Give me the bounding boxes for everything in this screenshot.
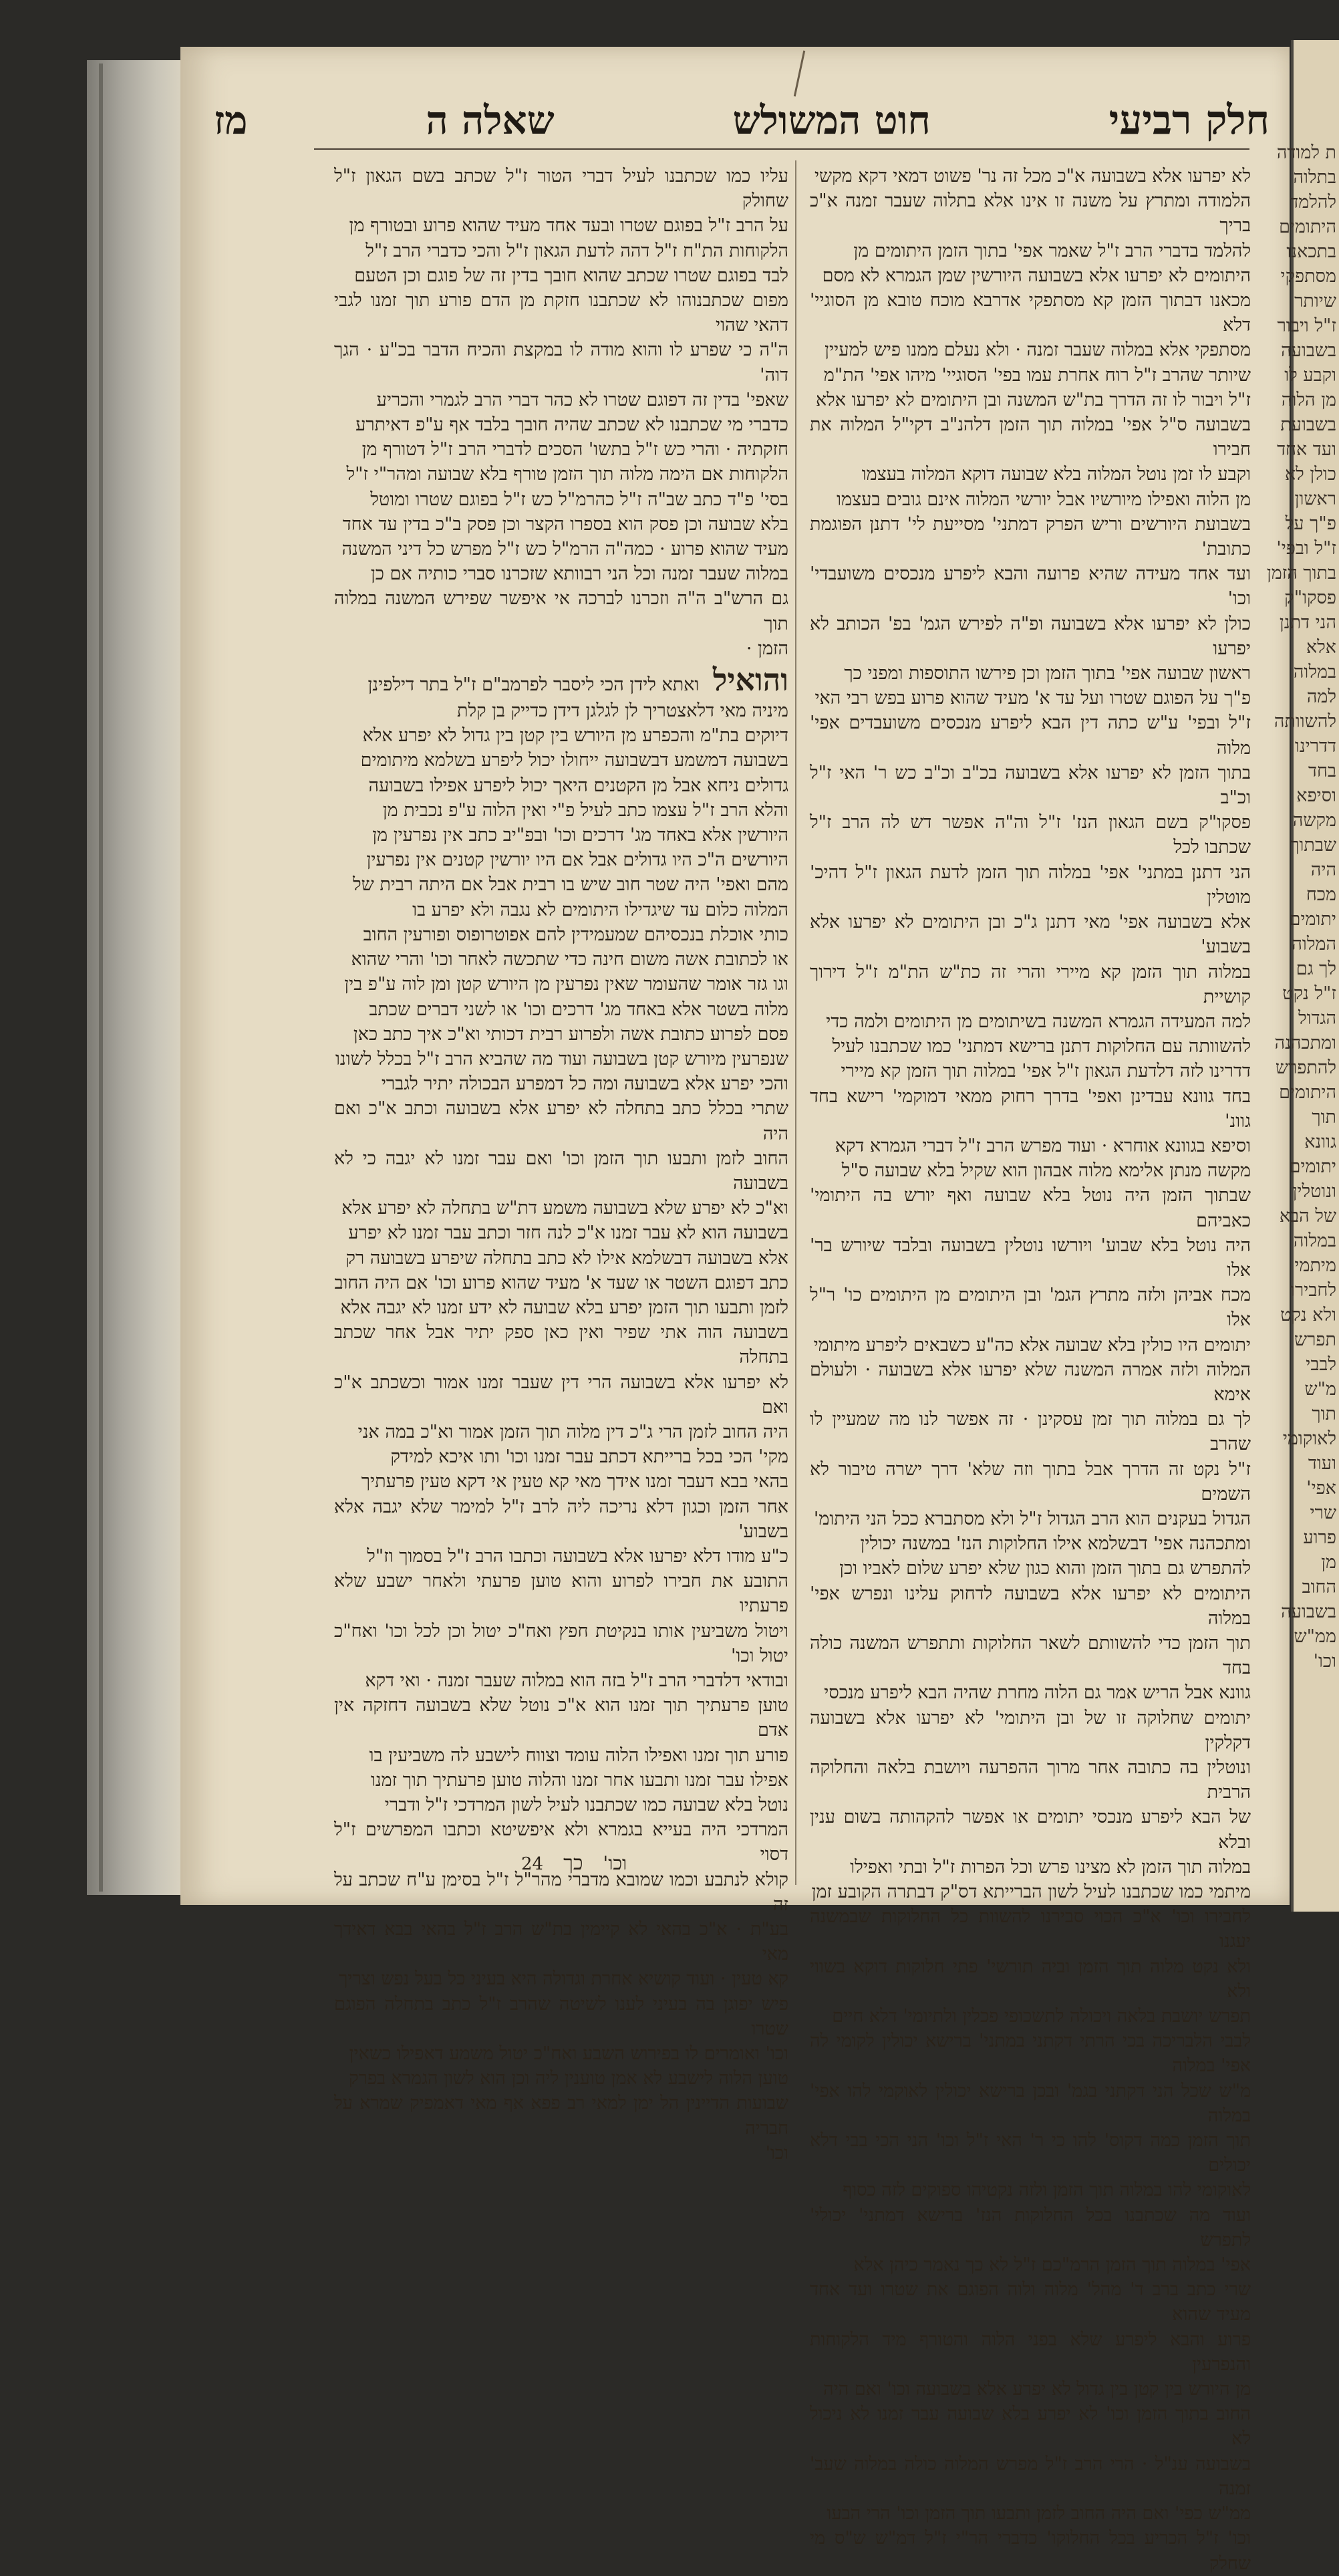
text-line: בשבועה הוא לא עבר זמנו א"כ לנה חזר וכתב עבר זמנו לא יפרע: [348, 1222, 788, 1244]
text-line: שיותר שהרב ז"ל רוח אחרת עמו בפי' הסוגיי' מיהו אפי' הת"מ: [823, 364, 1251, 386]
facing-page-line: מן הלוה: [1281, 390, 1336, 410]
text-line: מ"ש שכל הני דקתני בגמ' ובכן ברישא יכולין לאוקמי להו אפי' במלוה: [810, 2080, 1251, 2126]
facing-page-line: היה: [1310, 860, 1336, 880]
facing-page-line: בתוך הזמן: [1266, 563, 1336, 584]
page-footer: [521, 1851, 762, 1878]
text-line: פ"ך על הפוגם שטרו ועל עד א' מעיד שהוא פרוע בפש רבי האי: [814, 688, 1251, 709]
text-line: ועד אחד מעידה שהיא פרועה והבא ליפרע מנכסים משועבדי' וכו': [810, 563, 1251, 610]
facing-page-line: מקשה: [1292, 810, 1336, 831]
text-line: היה נוטל בלא שבוע' ויורשו נוטלין בשבועה ובלבד שיורש בר' אלו: [810, 1235, 1251, 1281]
spine-binding-strip: [99, 63, 103, 1892]
facing-page-line: יתומים: [1289, 1156, 1336, 1177]
facing-page-line: ועוד: [1308, 1453, 1336, 1474]
text-line: ז"ל ויבור לו זה הדרך בת"ש המשנה ובן היתומים לא יפרעו אלא: [815, 389, 1251, 410]
text-line: וא"כ לא יפרע שלא בשבועה משמע דת"ש בתחלה לא יפרע אלא: [341, 1198, 788, 1219]
facing-page-line: במלוה: [1293, 1231, 1336, 1251]
facing-page-line: מ"ש: [1304, 1379, 1336, 1400]
facing-page-line: החוב: [1302, 1577, 1336, 1597]
facing-page-line: ועד אחד: [1277, 439, 1336, 460]
facing-page-line: תפרש: [1294, 1329, 1336, 1350]
text-line: מפום שכתבנוהו לא שכתבנו חזקת מן הדם פורע תוך זמנו לגבי דהאי שהוי: [334, 290, 788, 336]
text-line: ה"ה כי שפרע לו והוא מודה לו במקצת והכיח הדבר בכ"ע · הגך דוה': [334, 340, 788, 386]
facing-page-line: לבבי: [1306, 1354, 1336, 1375]
text-line: מן היורש בין קטן בין גדול לא יפרע אלא בשבועה וכו' ואם היה: [823, 2379, 1251, 2400]
catchword: וכו': [603, 1852, 627, 1874]
text-line: ובודאי דלדברי הרב ז"ל בזה הוא במלוה שעבר זמנה · ואי דקא: [365, 1670, 788, 1691]
facing-page-line: המלוה: [1292, 934, 1336, 954]
text-line: קולא לנתבע וכמו שמובא מדברי מהר"ל ז"ל בסימן ע"ח שכתב על זה: [334, 1869, 788, 1915]
text-line: הלקוחות אם הימה מלוה תוך הזמן טורף בלא שבועה ומהר"י ז"ל: [346, 464, 788, 485]
text-line: כולן לא יפרעו אלא בשבועה ופ"ה לפירש הגמ' בפ' הכותב לא יפרעו: [810, 613, 1251, 659]
section-heading-rest: ואתא לידן הכי ליסבר לפרמב"ם ז"ל בתר דילפינן: [367, 674, 700, 696]
text-line: אפילו עבר זמנו ותבעו אחר זמנו והלוה טוען פרעתיך תוך זמנו: [370, 1769, 788, 1791]
text-line: בתוך הזמן לא יפרעו אלא בשבועה בכ"ב וכ"ב כש ר' האי ז"ל וכ"ב: [810, 762, 1251, 809]
text-line: פסקו"ק בשם הגאון הנז' ז"ל וה"ה אפשר דש לה הרב ז"ל שכתבו לכל: [810, 812, 1251, 858]
text-line: יתומים שחלוקה זו של ובן היתומי' לא יפרעו אלא בשבועה דקלקין: [810, 1707, 1251, 1753]
facing-page-line: פסקו"ק: [1284, 588, 1336, 608]
text-line: שאפי' בדין זה דפוגם שטרו לא כהר דברי הרב לגמרי והכריע: [376, 389, 788, 410]
facing-page-line: תוך: [1312, 1404, 1336, 1424]
text-line: כ"ע מודו דלא יפרעו אלא בשבועה וכתבו הרב ז"ל בסמוך וז"ל: [367, 1545, 788, 1567]
text-line: מן הלוה ואפילו מיורשיו אבל יורשי המלוה אינם גובים בעצמו: [837, 489, 1251, 510]
text-line: שתרי בכלל כתב בתחלה לא יפרע אלא בשבועה וכתב א"כ ואם היה: [334, 1098, 788, 1144]
header-book-title: חוט המשולש: [732, 98, 931, 143]
text-line: ועוד מה שכתבנו בכל החלוקות הנז' ברישא דמתני' יכולי' לתפרש: [810, 2204, 1251, 2250]
text-line: טוען פרעתיך תוך זמנו הוא א"כ נוטל שלא בשבועה דחזקה אין אדם: [334, 1695, 788, 1741]
text-line: להתפרש גם בתוך הזמן והוא כגון שלא יפרע שלום לאביו וכן: [839, 1558, 1251, 1579]
text-line: לבבי הלבריכה בכי הרתי דקתני במתני' ברישא יכולין לקומי לה אפי' במלוה: [810, 2031, 1251, 2077]
text-line: ומתכהנה אפי' דבשלמא אילו החלוקות הנז' במשנה יכולין: [860, 1533, 1251, 1555]
text-line: אחר הזמן וכגון דלא נריכה ליה לרב ז"ל למימר שלא יגבה אלא בשבוע': [334, 1496, 788, 1542]
text-line: דדרינו לזה דלדעת הגאון ז"ל אפי' במלוה תוך הזמן קא מיירי: [841, 1061, 1251, 1082]
text-line: וקבע לו זמן נוטל המלוה בלא שבועה דוקא המלוה בעצמו: [861, 464, 1251, 485]
text-line: הזמן ·: [746, 638, 788, 659]
text-line: מיניה מאי דלאצטריך לן לגלגן דידן כדייק בן קלת: [457, 700, 788, 722]
facing-page-edge: [1266, 40, 1339, 1912]
facing-page-line: ז"ל נקט: [1282, 983, 1336, 1004]
text-line: וסיפא בגוונא אוחרא · ועוד מפרש הרב ז"ל דברי הגמרא דקא: [835, 1135, 1251, 1156]
text-line: בלא שבועה וכן פסק הוא בספרו הקצר וכן פסק ב"כ בדין עד אחד: [342, 513, 788, 535]
facing-page-line: ומתכהנה: [1274, 1033, 1336, 1053]
text-line: מקשה מנתן אלימא מלוה אבהון הוא שקיל בלא שבועה ס"ל: [841, 1160, 1251, 1182]
facing-page-line: מיתמי: [1294, 1255, 1336, 1276]
text-line: לחבירו וכו' א"כ הכוי סבירנו להשוות כל החלוקות שבמשנה יעגנו: [810, 1906, 1251, 1952]
facing-page-line: גוונא: [1304, 1132, 1336, 1152]
text-line: מעיד שהוא פרוע · כמה"ה הרמ"ל כש ז"ל מפרש כל דיני המשנה: [341, 539, 788, 560]
facing-page-line: בשבועה: [1281, 1601, 1336, 1622]
facing-page-line: של הבא: [1279, 1206, 1336, 1227]
facing-page-line: וכו': [1313, 1651, 1336, 1672]
facing-page-line: במלוה: [1293, 662, 1336, 682]
facing-page-line: ונוטלין: [1292, 1181, 1336, 1202]
text-line: מכאנו דבתוך הזמן קא מסתפקי אדרבא מוכח טובא מן הסוגיי' דלא: [810, 290, 1251, 336]
facing-page-line: דדרינו: [1294, 736, 1336, 757]
text-line: וכו': [765, 2142, 788, 2164]
text-line: וגו גזר אומר שהעומר שאין נפרעין מן היורש קטן ומן לוה ע"פ בין: [344, 974, 788, 995]
facing-page-line: תוך: [1312, 1107, 1336, 1128]
facing-page-line: לך גם: [1296, 958, 1336, 979]
facing-page-line: שבתוך: [1290, 835, 1336, 856]
text-line: היה החוב לזמן הרי ג"כ דין מלוה תוך הזמן אמור וא"כ במה אני: [357, 1421, 788, 1442]
text-line: של הבא ליפרע מנכסי יתומים או אפשר להקהותה בשום ענין ובלא: [810, 1807, 1251, 1853]
text-line: לבד בפוגם שטרו שכתב שהוא חובך בדין זה של פוגם וכן הטעם: [354, 265, 788, 286]
text-line: אלא בשבועה דבשלמא אילו לא כתב בתחלה שיפרע בשבועה רק: [345, 1247, 788, 1269]
text-line: אלא בשבועה אפי' מאי דתנן ג"כ ובן היתומים לא יפרעו אלא בשבוע': [810, 912, 1251, 958]
text-line: טוען הלוה לישבע לא אמן טוענין ליה וכן הוא לשון הגמרא בפרק: [349, 2068, 788, 2089]
text-line: מלוה בשטר אלא באחד מג' דרכים וכו' או לשני דברים שכתב: [369, 999, 788, 1020]
text-line: בשבועה הוה אתי שפיר ואין כאן ספק יתיר אבל אחר שכתב בתחלה: [334, 1322, 788, 1368]
facing-page-line: הגדול: [1298, 1008, 1336, 1029]
facing-page-line: יתומים: [1289, 909, 1336, 930]
text-line: להשוותה עם החלוקות דתנן ברישא דמתני' כמו שכתבנו לעיל: [832, 1036, 1251, 1057]
left-column-body-text: [334, 698, 788, 2166]
text-line: לא יפרעו אלא בשבועה הרי דין שעבר זמנו אמור וכשכתב א"כ ואם: [334, 1372, 788, 1418]
facing-page-line: להתפרש: [1275, 1057, 1336, 1078]
facing-page-line: הני דתנן: [1279, 612, 1336, 633]
text-line: עליו כמו שכתבנו לעיל דברי הטור ז"ל שכתב בשם הגאון ז"ל שחולק: [334, 166, 788, 212]
facing-page-line: שיותר: [1294, 291, 1336, 311]
text-line: בשבועת היורשים וריש הפרק דמתני' מסייעת לי' דתנן הפוגמת כתובת': [810, 513, 1251, 560]
text-line: מהם ואפי' היה שטר חוב שיש בו רבית אבל אם היתה רבית של: [353, 874, 788, 896]
text-line: תפרש יושבת בלאה ויכולה לתשכופי פכלין ולתיומי' דלא חיים: [832, 2006, 1251, 2027]
text-line: וכו' ואומרים לו בפירוש השבע ואח"כ יטול משמע דאפילו כשאין: [349, 2043, 788, 2065]
text-line: כתב דפוגם השטר או שעד א' מעיד שהוא פרוע וכו' אם היה החוב: [334, 1272, 788, 1293]
facing-page-line: ממ"ש: [1294, 1626, 1336, 1647]
text-line: בשבועה ענ"ל · הרי הרב ז"ל מפרש המלוה כולה במלוה שעב' זמנה: [810, 2453, 1251, 2499]
facing-page-line: בשבועת: [1280, 414, 1336, 435]
text-line: ולא נקט מלוה תוך הזמן וביה תורשי' פתי חלוקות דוקא בשווי ולא: [810, 1956, 1251, 2002]
facing-page-line: וקבע לו: [1284, 365, 1336, 386]
facing-page-line: ז"ל ויבור: [1277, 315, 1336, 336]
text-line: לזמן ותבעו תוך הזמן יפרע בלא שבועה לא ידע זמנו לא יגבה אלא: [340, 1297, 788, 1318]
text-line: מקי' הכי בכל ברייתא דכתב עבר זמנו וכו' ותו איכא למידק: [390, 1446, 788, 1468]
facing-page-line: מכח: [1306, 884, 1336, 905]
page-number: 24: [521, 1854, 544, 1874]
facing-page-line: בשבועה: [1281, 340, 1336, 361]
text-line: שבועות הדיינין הל ימן למאי רב פפא אף מאי דאמפיק שמרא על חבריה: [334, 2093, 788, 2139]
text-line: הלקוחות הת"ח ז"ל דהה לדעת הגאון ז"ל והכי כדברי הרב ז"ל: [365, 240, 788, 261]
text-line: בשבועה דמשמע דבשבועה ייחולו יכול ליפרע בשלמא מיתומים: [360, 750, 788, 771]
header-folio-number: מז: [214, 98, 248, 143]
running-header: [214, 97, 1270, 144]
text-line: ממ"ש כפי' ואם היה החוב לזמן ותבעו תוך הזמן וכו' הרי הבעו: [827, 2503, 1251, 2525]
facing-page-line: היתומים: [1279, 1082, 1336, 1103]
text-line: יתומים היו כולין בלא שבועה אלא כה"ע כשבאים ליפרע מיתומי: [813, 1334, 1251, 1356]
facing-page-line: בתלוה: [1293, 167, 1336, 188]
facing-page-line: מן: [1321, 1552, 1336, 1573]
facing-page-line: ראשון: [1294, 489, 1336, 509]
text-line: כדברי מי שכתבנו לא שכתב שהיה חובך בלבד אף ע"פ דאיתרע: [355, 414, 788, 436]
text-line: שרי כתב ברב ד' מהל' מלוה ולוה הפוגם את שטרו ועד אחד מעיד שהוא: [810, 2279, 1251, 2325]
text-line: היתומים לא יפרעו אלא בשבועה היורשין שמן הגמרא לא מסם: [822, 265, 1251, 286]
facing-page-line: להשוותה: [1274, 711, 1336, 732]
facing-page-line: למה: [1306, 686, 1336, 707]
text-line: הגדול בעקנים הוא הרב הגדול ז"ל ולא מסתברא ככל הני היתומ': [813, 1508, 1251, 1529]
text-line: מיתמי כמו שכתבנו לעיל לשון הברייתא דס"ק דבתרה הקובע זמן: [811, 1882, 1251, 1903]
text-line: היורשין אלא באחד מג' דרכים וכו' ובפ"יב כתב אין נפרעין מן: [372, 825, 788, 846]
text-line: בהאי בבא דעבר זמנו אידך מאי קא טעין אי דקא טעין פרעתיך: [361, 1471, 788, 1493]
facing-page-line: לחבירו: [1290, 1280, 1336, 1301]
text-line: לאוקומי להו במלוה תוך הזמן ולזה נקטיהו ספוקים לזה כסוף: [843, 2180, 1251, 2201]
text-line: או לכתובת אשה משום חינה כדי שתכשה לאחר וכו' והרי שהוא: [351, 949, 788, 971]
facing-page-line: פ"ך על: [1285, 513, 1336, 534]
facing-page-line: פרוע: [1303, 1527, 1336, 1548]
text-line: המלוה כלום עד שיגדילו היתומים לא נגבה ולא יפרע בו: [412, 899, 788, 920]
text-line: פיש יפוגן בה בעיני לענו לשיטה שהרב ז"ל כתב בתחלה הפוגם שטרו: [334, 1993, 788, 2039]
facing-page-line: ז"ל ובפי': [1276, 538, 1336, 559]
text-line: ז"ל ובפי' ע"ש כתה דין הבא ליפרע מנכסים משועבדים אפי' מלוה: [810, 713, 1251, 759]
text-line: החוב בתוך הזמן וכו' לא יפרע בלא שבועה עבר זמנו לא ניכול לא: [810, 2404, 1251, 2450]
facing-page-line: מסתפקי: [1280, 266, 1336, 287]
text-line: ראשון שבועה אפי' בתוך הזמן וכן פירשו התוספות ומפני כך: [844, 663, 1251, 684]
facing-page-line: ולא נקט: [1280, 1305, 1336, 1325]
text-line: פורע תוך זמנו ואפילו הלוה עומד וצווח לישבע לה משביעין בו: [369, 1745, 788, 1766]
column-divider: [795, 160, 796, 1885]
text-line: תוך הזמן כדי להשוותם לשאר החלוקות ותתפרש המשנה כולה בחד: [810, 1632, 1251, 1679]
text-line: וכו' ז"ל הכריע בכל החלוקו' כדברי הר"י ז"ל דמ"ש ש"ס מי שחלק: [810, 2528, 1251, 2574]
text-line: גדולים ניחא אבל מן הקטנים היאך יכול ליפרע אפילו בשבועה: [368, 775, 788, 796]
text-line: היתומים לא יפרעו אלא בשבועה לדחוק עלינו ונפרש אפי' במלוה: [810, 1583, 1251, 1629]
text-line: ונוטלין בה כתובה אחר מרוך ההפרעה ויושבת בלאה והחלוקה הרבית: [810, 1757, 1251, 1803]
text-line: גם הרש"ב ה"ה וזכרנו לברכה אי איפשר שפירש המשנה במלוה תוך: [334, 588, 788, 634]
text-line: על הרב ז"ל בפוגם שטרו ובעד אחד מעיד שהוא פרוע ובטורף מן: [349, 215, 788, 237]
facing-page-text: [1266, 40, 1339, 1674]
text-line: למה המעידה הגמרא המשנה בשיתומים מן היתומים ולמה כדי: [826, 1011, 1251, 1032]
text-line: במלוה תוך הזמן לא מצינו פרש וכל הפרות ז"ל ובתי ואפילו: [850, 1856, 1251, 1878]
text-line: ז"ל נקט זה הדרך אבל בתוך וזה שלא' דרך ישרה טיבור לא השמים: [810, 1458, 1251, 1505]
text-line: הני דתנן במתני' אפי' במלוה תוך הזמן לדעת הגאון ז"ל דהיכ' מוטלין: [810, 862, 1251, 908]
facing-page-line: להלמד: [1290, 192, 1336, 213]
text-line: התובע את חבירו לפרוע והוא טוען פרעתי ולאחר ישבע שלא פרעתיו: [334, 1571, 788, 1617]
facing-page-line: כולן לא: [1284, 464, 1336, 485]
signature-mark: כך: [563, 1851, 583, 1875]
text-line: הלמודה ומתרץ על משנה זו אינו אלא בתלוה שעבר זמנה א"כ בריך: [810, 190, 1251, 237]
text-line: לך גם במלוה תוך זמן עסקינן · זה אפשר לנו מה שמעיין לו שהרב: [810, 1409, 1251, 1455]
text-line: בסי' פ"ד כתב שב"ה ז"ל כהרמ"ל כש ז"ל בפוגם שטרו ומוטל: [370, 489, 788, 510]
text-column-right: [810, 164, 1251, 2576]
facing-page-line: וסיפא: [1296, 785, 1336, 806]
text-line: החוב לזמן ותבעו תוך הזמן וכו' ואם עבר זמנו לא יגבה כי לא בשבועה: [334, 1148, 788, 1194]
text-line: דיוקים בת"מ והכפרע מן היורש בין קטן בין גדול לא יפרע אלא: [362, 725, 788, 747]
facing-page-line: אלא: [1306, 637, 1336, 658]
text-line: תוך הזמן כמה דקוס' להו כי ר' האי ז"ל וכו' הני הכי בבי דלא יכולים: [810, 2130, 1251, 2176]
section-heading-word: והואיל: [712, 662, 788, 698]
facing-page-line: לאוקומי: [1282, 1428, 1336, 1449]
facing-page-line: אפי': [1306, 1478, 1336, 1499]
text-line: המרדכי היה בעייא בגמרא ולא איפשיטא וכתבו המפרשים ז"ל דסוי: [334, 1819, 788, 1865]
facing-page-line: היתומים: [1279, 217, 1336, 237]
text-line: והכי יפרע אלא בשבועה ומה כל דמפרע הבכולה יתיר לגברי: [381, 1073, 788, 1095]
text-line: כותי אוכלת בנכסיהם שמעמידין להם אפוטרופוס ופורעין החוב: [363, 924, 788, 945]
text-line: בע"ת · א"כ בהאי לא קיימין בת"ש הרב ז"ל בהאי בבא דאידך מאי: [334, 1919, 788, 1965]
text-line: לא יפרעו אלא בשבועה א"כ מכל זה נר' פשוט דמאי דקא מקשי: [814, 166, 1251, 186]
text-line: קא טעין · ועוד קושיא אחרת וגדולה היא בעיני כל בעל נפש וצריך: [339, 1968, 788, 1990]
text-line: חזקתיה · והרי כש ז"ל בתשו' הסכים לדברי הרב ז"ל דטורף מן: [361, 439, 788, 461]
text-line: אפי' במלוה תוך הזמן הרמ"כם ז"ל לא כך נאמר כיהן אלא: [853, 2255, 1251, 2276]
text-line: פרוע והבא ליפרע שלא בפני הלוה והטורף מיד הלקוחות והנפרעין: [810, 2329, 1251, 2375]
text-line: והלא הרב ז"ל עצמו כתב לעיל פ"י ואין הלוה ע"פ נכבית מן: [382, 799, 788, 821]
facing-page-line: בתכאנו: [1286, 241, 1336, 262]
section-heading-line: [334, 661, 788, 698]
text-line: מכח אביהן ולזה מתרץ הגמ' ובן היתומים מן היתומים כו' ר"ל אלו: [810, 1285, 1251, 1331]
text-line: פסם לפרוע כתובת אשה ולפרוע רבית דכותי וא"כ איך כתב כאן: [353, 1023, 788, 1045]
text-line: בשבועה ס"ל אפי' במלוה תוך הזמן דלהנ"ב דקי"ל המלוה את חבירו: [810, 414, 1251, 461]
facing-page-line: ת למודה: [1276, 142, 1336, 163]
text-line: היורשים ה"כ היו גדולים אבל אם היו יורשין קטנים אין נפרעין: [366, 850, 788, 871]
text-line: במלוה תוך הזמן קא מיירי והרי זה כת"ש הת"מ ז"ל דירוך קושיית: [810, 961, 1251, 1007]
text-line: מסתפקי אלא במלוה שעבר זמנה · ולא נעלם ממנו פיש למעיין: [825, 340, 1251, 361]
left-column-top-text: [334, 164, 788, 661]
text-line: בחד גוונא עבדינן ואפי' בדרך רחוק ממאי דמוקמי' רישא בחד גוונ': [810, 1085, 1251, 1132]
text-line: ויטול משביעין אותו בנקיטת חפץ ואח"כ יטול וכן לכל וכו' ואח"כ יטול וכו': [334, 1620, 788, 1666]
text-line: להלמד בדברי הרב ז"ל שאמר אפי' בתוך הזמן היתומים מן: [853, 240, 1251, 261]
text-line: גוונא אבל הריש אמר גם הלוה מחרת שהיה הבא ליפרע מנכסי: [824, 1682, 1251, 1704]
header-rule: [314, 148, 1249, 150]
text-line: שבתוך הזמן היה נוטל בלא שבועה ואף יורש בה היתומי' כאביהם: [810, 1185, 1251, 1231]
text-line: שנפרעין מיורש קטן בשבועה ועוד מה שהביא הרב ז"ל בכלל לשונו: [335, 1048, 788, 1069]
header-question-label: שאלה ה: [426, 98, 555, 143]
facing-page-line: שרי: [1310, 1503, 1336, 1523]
text-line: במלוה שעבר זמנה וכל הני רבוותא שזכרנו סברי כותיה אם כן: [370, 563, 788, 585]
header-part-title: חלק רביעי: [1108, 97, 1270, 144]
text-line: המלוה ולזה אמרה המשנה שלא יפרעו אלא בשבועה · ולעולם אימא: [810, 1359, 1251, 1405]
text-line: נוטל בלא שבועה כמו שכתבנו לעיל לשון המרדכי ז"ל ודברי: [384, 1795, 788, 1815]
facing-page-line: בחד: [1308, 761, 1336, 781]
